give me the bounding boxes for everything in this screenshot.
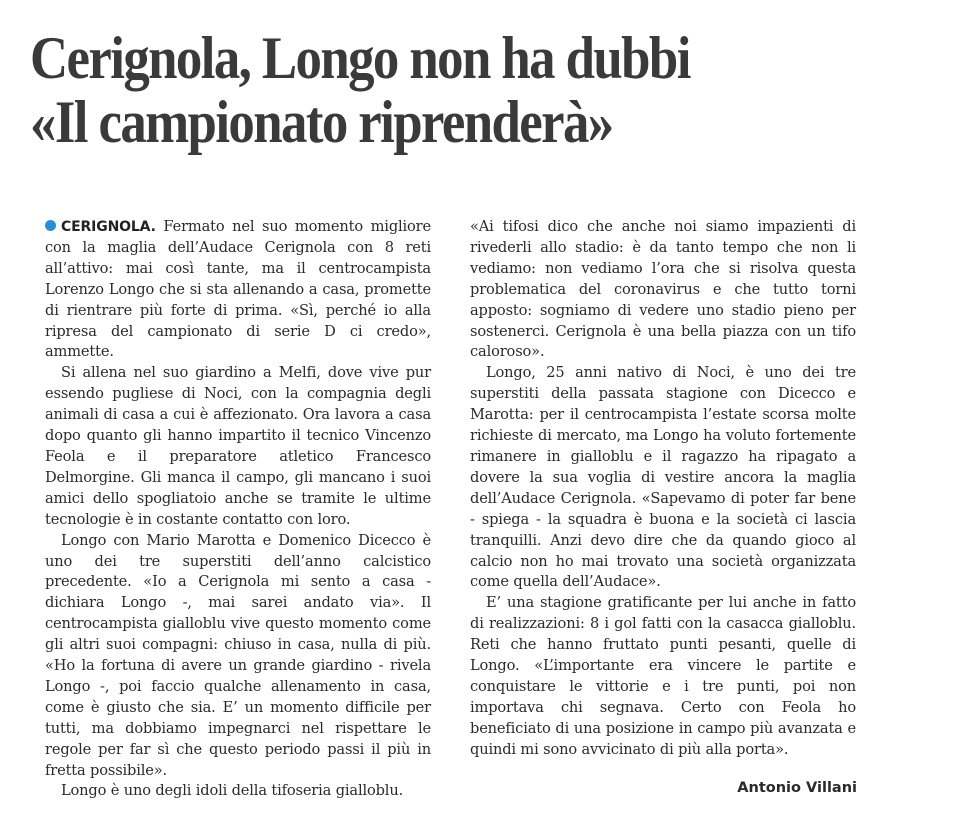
paragraph: Si allena nel suo giardino a Melfi, dove vive pur essendo pugliese di Noci, con la compagnia degli animali di casa a cui è affezionato. Ora lavora a casa dopo quanto gli hanno impartito il tecnico Vincenzo Feola e il preparatore atletico Francesco Delmorgine. Gli manca il campo, gli mancano i suoi amici dello spogliatoio anche se tramite le ultime tecnologie è in costante contatto con loro. (45, 364, 431, 528)
bullet-dot-icon (45, 220, 56, 231)
paragraph-text: Fermato nel suo momento migliore con la maglia dell’Audace Cerignola con 8 reti all’attivo: mai così tante, ma il centrocampista Lorenzo Longo che si sta allenando a casa, promette di rientrare più forte di prima. «Sì, perché io alla ripresa del campionato di serie D ci credo», ammette. (45, 218, 431, 361)
paragraph: Longo con Mario Marotta e Domenico Dicecco è uno dei tre superstiti dell’anno calcistico precedente. «Io a Cerignola mi sento a casa - dichiara Longo -, mai sarei andato via». Il centrocampista gialloblu vive questo momento come gli altri suoi compagni: chiuso in casa, nulla di più. «Ho la fortuna di avere un grande giardino - rivela Longo -, poi faccio qualche allenamento in casa, come è giusto che sia. E’ un momento difficile per tutti, ma dobbiamo impegnarci nel rispettare le regole per far sì che questo periodo passi il più in fretta possibile». (45, 531, 431, 779)
paragraph (45, 217, 431, 363)
article-column-right (470, 217, 856, 761)
paragraph: «Ai tifosi dico che anche noi siamo impazienti di rivederli allo stadio: è da tanto tempo che non li vediamo: non vediamo l’ora che si risolva questa problematica del coronavirus e che tutto torni apposto: sogniamo di vedere uno stadio pieno per sostenerci. Cerignola è una bella piazza con un tifo caloroso». (470, 218, 856, 361)
article-column-left (45, 217, 431, 802)
dateline: CERIGNOLA. (61, 219, 156, 235)
headline (30, 26, 831, 154)
paragraph: E’ una stagione gratificante per lui anche in fatto di realizzazioni: 8 i gol fatti con la casacca gialloblu. Reti che hanno fruttato punti pesanti, quelle di Longo. «L’importante era vincere le partite e conquistare le vittorie e i tre punti, poi non importava chi segnava. Certo con Feola ho beneficiato di una posizione in campo più avanzata e quindi mi sono avvicinato di più alla porta». (470, 594, 856, 758)
byline: Antonio Villani (737, 780, 857, 796)
headline-line-1: Cerignola, Longo non ha dubbi (30, 25, 690, 91)
headline-line-2: «Il campionato riprenderà» (30, 89, 613, 155)
paragraph: Longo è uno degli idoli della tifoseria gialloblu. (61, 782, 404, 800)
paragraph: Longo, 25 anni nativo di Noci, è uno dei tre superstiti della passata stagione con Dicecco e Marotta: per il centrocampista l’estate scorsa molte richieste di mercato, ma Longo ha voluto fortemente rimanere in gialloblu e il ragazzo ha ripagato a dovere la sua voglia di vestire ancora la maglia dell’Audace Cerignola. «Sapevamo di poter far bene - spiega - la squadra è buona e la società ci lascia tranquilli. Anzi devo dire che da quando gioco al calcio non ho mai trovato una società organizzata come quella dell’Audace». (470, 364, 856, 591)
